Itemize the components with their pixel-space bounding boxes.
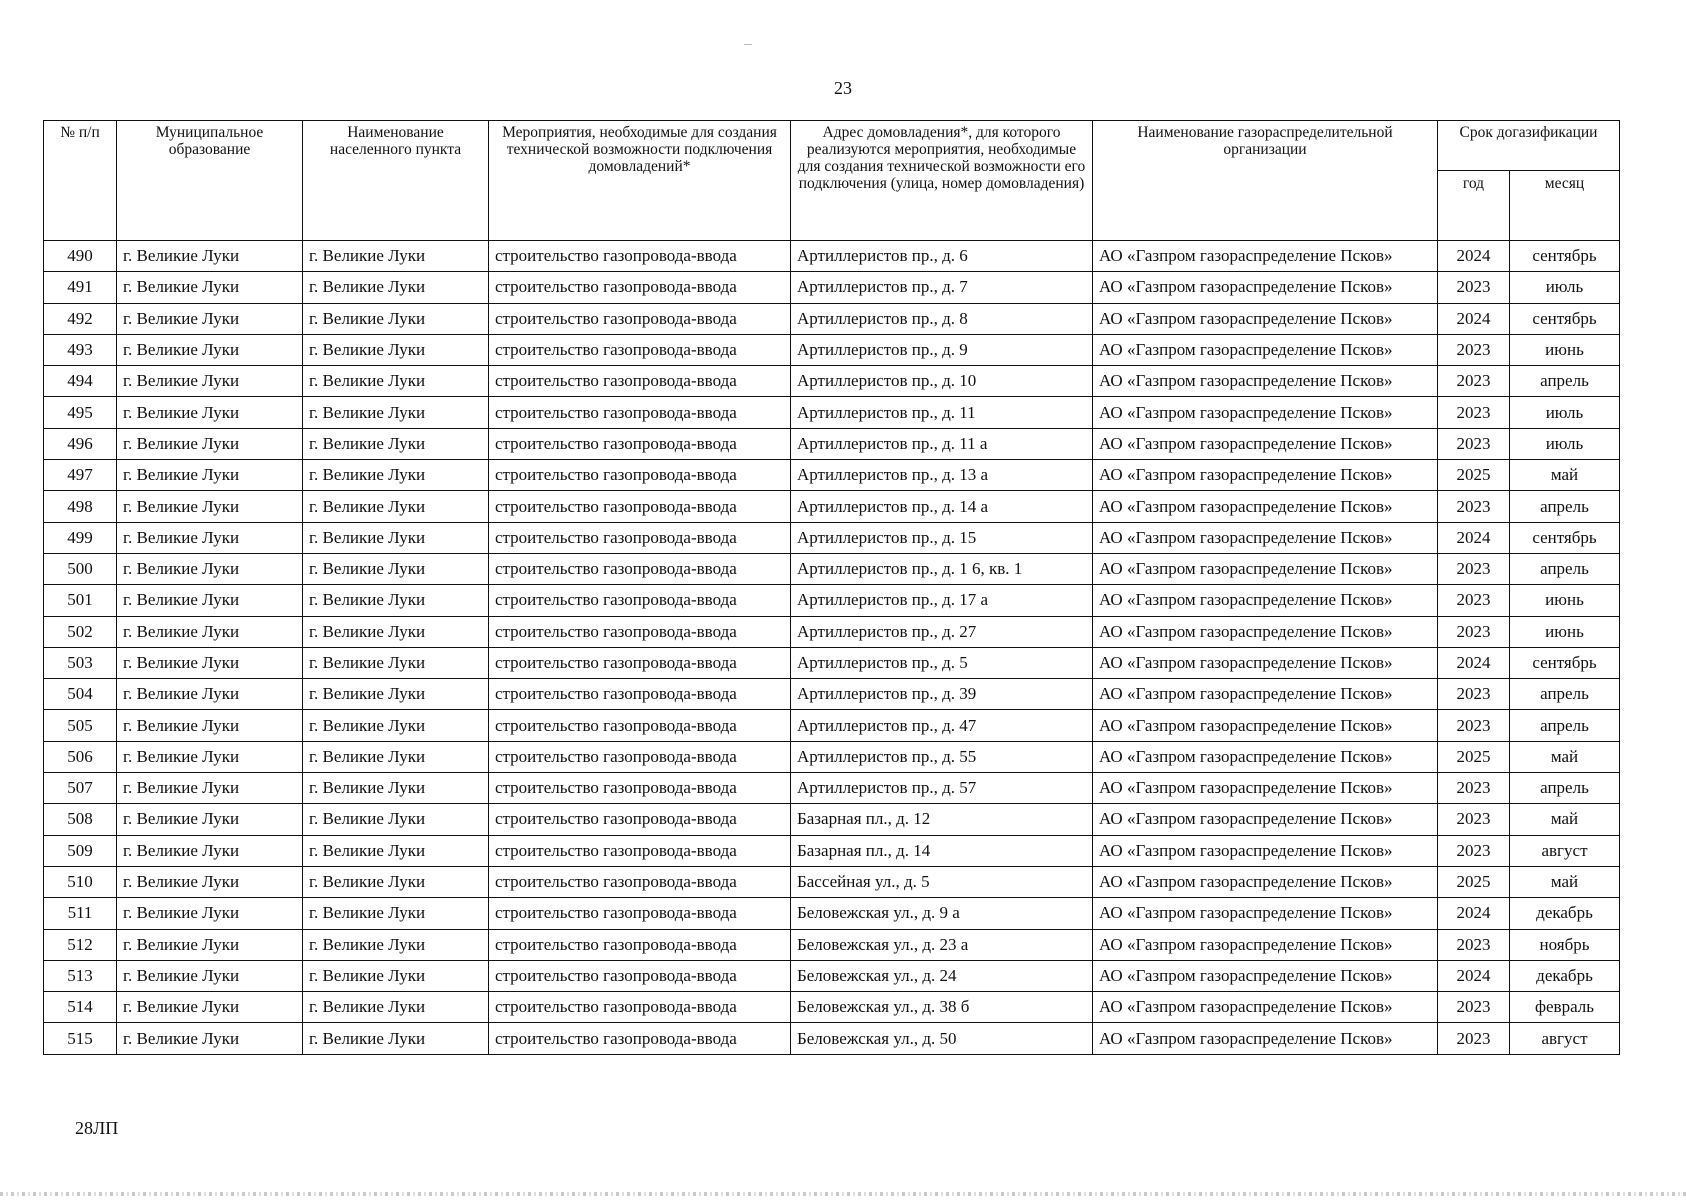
cell-year: 2023 (1438, 710, 1510, 741)
scan-edge (0, 1192, 1686, 1196)
cell-municipality: г. Великие Луки (117, 428, 303, 459)
table-row (44, 647, 1620, 678)
cell-org: АО «Газпром газораспределение Псков» (1093, 303, 1438, 334)
cell-num: 503 (44, 647, 117, 678)
cell-measure: строительство газопровода-ввода (489, 710, 791, 741)
cell-address: Артиллеристов пр., д. 17 а (791, 585, 1093, 616)
cell-address: Беловежская ул., д. 23 а (791, 929, 1093, 960)
table-row (44, 679, 1620, 710)
cell-address: Беловежская ул., д. 50 (791, 1023, 1093, 1054)
cell-num: 500 (44, 553, 117, 584)
cell-settlement: г. Великие Луки (303, 241, 489, 272)
cell-municipality: г. Великие Луки (117, 710, 303, 741)
cell-measure: строительство газопровода-ввода (489, 866, 791, 897)
table-row (44, 553, 1620, 584)
cell-month: апрель (1510, 366, 1620, 397)
cell-address: Базарная пл., д. 14 (791, 835, 1093, 866)
cell-measure: строительство газопровода-ввода (489, 585, 791, 616)
cell-settlement: г. Великие Луки (303, 616, 489, 647)
table-row (44, 303, 1620, 334)
cell-municipality: г. Великие Луки (117, 366, 303, 397)
cell-measure: строительство газопровода-ввода (489, 366, 791, 397)
cell-address: Артиллеристов пр., д. 11 (791, 397, 1093, 428)
cell-municipality: г. Великие Луки (117, 397, 303, 428)
cell-municipality: г. Великие Луки (117, 741, 303, 772)
cell-address: Беловежская ул., д. 24 (791, 960, 1093, 991)
cell-municipality: г. Великие Луки (117, 616, 303, 647)
cell-year: 2023 (1438, 992, 1510, 1023)
cell-month: август (1510, 1023, 1620, 1054)
cell-month: апрель (1510, 553, 1620, 584)
cell-municipality: г. Великие Луки (117, 929, 303, 960)
cell-year: 2023 (1438, 929, 1510, 960)
cell-municipality: г. Великие Луки (117, 992, 303, 1023)
cell-address: Артиллеристов пр., д. 6 (791, 241, 1093, 272)
cell-year: 2023 (1438, 491, 1510, 522)
table-body (44, 241, 1620, 1055)
cell-num: 514 (44, 992, 117, 1023)
cell-month: июль (1510, 428, 1620, 459)
cell-num: 511 (44, 898, 117, 929)
cell-measure: строительство газопровода-ввода (489, 804, 791, 835)
table-row (44, 960, 1620, 991)
cell-num: 513 (44, 960, 117, 991)
table-row (44, 366, 1620, 397)
cell-settlement: г. Великие Луки (303, 428, 489, 459)
cell-year: 2023 (1438, 773, 1510, 804)
cell-org: АО «Газпром газораспределение Псков» (1093, 397, 1438, 428)
cell-year: 2025 (1438, 460, 1510, 491)
cell-year: 2023 (1438, 585, 1510, 616)
cell-num: 512 (44, 929, 117, 960)
cell-org: АО «Газпром газораспределение Псков» (1093, 773, 1438, 804)
cell-measure: строительство газопровода-ввода (489, 428, 791, 459)
cell-municipality: г. Великие Луки (117, 522, 303, 553)
cell-month: май (1510, 804, 1620, 835)
cell-num: 504 (44, 679, 117, 710)
header-municipality: Муниципальное образование (117, 121, 303, 241)
cell-settlement: г. Великие Луки (303, 272, 489, 303)
table-row (44, 491, 1620, 522)
cell-measure: строительство газопровода-ввода (489, 272, 791, 303)
cell-month: апрель (1510, 491, 1620, 522)
cell-measure: строительство газопровода-ввода (489, 960, 791, 991)
cell-num: 490 (44, 241, 117, 272)
cell-settlement: г. Великие Луки (303, 334, 489, 365)
cell-municipality: г. Великие Луки (117, 647, 303, 678)
cell-org: АО «Газпром газораспределение Псков» (1093, 522, 1438, 553)
footer-code: 28ЛП (75, 1118, 119, 1138)
cell-address: Артиллеристов пр., д. 47 (791, 710, 1093, 741)
cell-num: 508 (44, 804, 117, 835)
cell-address: Артиллеристов пр., д. 13 а (791, 460, 1093, 491)
cell-month: июль (1510, 397, 1620, 428)
cell-num: 495 (44, 397, 117, 428)
cell-month: июнь (1510, 334, 1620, 365)
table-row (44, 992, 1620, 1023)
cell-municipality: г. Великие Луки (117, 241, 303, 272)
table-row (44, 616, 1620, 647)
cell-measure: строительство газопровода-ввода (489, 553, 791, 584)
cell-year: 2023 (1438, 1023, 1510, 1054)
header-address: Адрес домовладения*, для которого реализуются мероприятия, необходимые для создания технической возможности его подключения (улица, номер домовладения) (791, 121, 1093, 241)
cell-measure: строительство газопровода-ввода (489, 773, 791, 804)
cell-num: 509 (44, 835, 117, 866)
cell-settlement: г. Великие Луки (303, 460, 489, 491)
cell-measure: строительство газопровода-ввода (489, 647, 791, 678)
cell-num: 502 (44, 616, 117, 647)
cell-month: июль (1510, 272, 1620, 303)
cell-num: 501 (44, 585, 117, 616)
cell-measure: строительство газопровода-ввода (489, 679, 791, 710)
cell-org: АО «Газпром газораспределение Псков» (1093, 491, 1438, 522)
cell-month: май (1510, 741, 1620, 772)
table-row (44, 334, 1620, 365)
cell-year: 2023 (1438, 553, 1510, 584)
cell-month: август (1510, 835, 1620, 866)
cell-org: АО «Газпром газораспределение Псков» (1093, 647, 1438, 678)
cell-municipality: г. Великие Луки (117, 553, 303, 584)
cell-org: АО «Газпром газораспределение Псков» (1093, 992, 1438, 1023)
cell-municipality: г. Великие Луки (117, 773, 303, 804)
header-measures: Мероприятия, необходимые для создания технической возможности подключения домовладений* (489, 121, 791, 241)
cell-measure: строительство газопровода-ввода (489, 616, 791, 647)
cell-month: сентябрь (1510, 303, 1620, 334)
cell-address: Артиллеристов пр., д. 10 (791, 366, 1093, 397)
cell-address: Артиллеристов пр., д. 39 (791, 679, 1093, 710)
cell-num: 492 (44, 303, 117, 334)
table-row (44, 773, 1620, 804)
cell-year: 2024 (1438, 898, 1510, 929)
cell-municipality: г. Великие Луки (117, 960, 303, 991)
cell-address: Артиллеристов пр., д. 7 (791, 272, 1093, 303)
cell-num: 496 (44, 428, 117, 459)
cell-num: 510 (44, 866, 117, 897)
cell-municipality: г. Великие Луки (117, 303, 303, 334)
cell-settlement: г. Великие Луки (303, 303, 489, 334)
cell-municipality: г. Великие Луки (117, 898, 303, 929)
cell-settlement: г. Великие Луки (303, 741, 489, 772)
table-row (44, 741, 1620, 772)
table-row (44, 835, 1620, 866)
cell-settlement: г. Великие Луки (303, 804, 489, 835)
cell-address: Артиллеристов пр., д. 9 (791, 334, 1093, 365)
cell-settlement: г. Великие Луки (303, 835, 489, 866)
cell-year: 2024 (1438, 303, 1510, 334)
table-row (44, 929, 1620, 960)
cell-month: декабрь (1510, 960, 1620, 991)
cell-settlement: г. Великие Луки (303, 866, 489, 897)
cell-month: апрель (1510, 710, 1620, 741)
table-row (44, 397, 1620, 428)
cell-month: май (1510, 866, 1620, 897)
cell-year: 2023 (1438, 804, 1510, 835)
cell-year: 2023 (1438, 616, 1510, 647)
table-row (44, 804, 1620, 835)
cell-measure: строительство газопровода-ввода (489, 491, 791, 522)
cell-settlement: г. Великие Луки (303, 585, 489, 616)
cell-address: Артиллеристов пр., д. 57 (791, 773, 1093, 804)
cell-num: 494 (44, 366, 117, 397)
cell-year: 2025 (1438, 741, 1510, 772)
cell-address: Артиллеристов пр., д. 14 а (791, 491, 1093, 522)
cell-address: Беловежская ул., д. 38 б (791, 992, 1093, 1023)
cell-org: АО «Газпром газораспределение Псков» (1093, 929, 1438, 960)
cell-municipality: г. Великие Луки (117, 804, 303, 835)
cell-measure: строительство газопровода-ввода (489, 898, 791, 929)
cell-month: май (1510, 460, 1620, 491)
cell-org: АО «Газпром газораспределение Псков» (1093, 553, 1438, 584)
cell-num: 498 (44, 491, 117, 522)
cell-year: 2023 (1438, 366, 1510, 397)
cell-month: апрель (1510, 679, 1620, 710)
cell-measure: строительство газопровода-ввода (489, 241, 791, 272)
cell-month: февраль (1510, 992, 1620, 1023)
table-row (44, 1023, 1620, 1054)
cell-num: 491 (44, 272, 117, 303)
gasification-table (43, 120, 1620, 1055)
cell-month: июнь (1510, 616, 1620, 647)
table-row (44, 585, 1620, 616)
header-month: месяц (1510, 171, 1620, 241)
cell-num: 497 (44, 460, 117, 491)
cell-settlement: г. Великие Луки (303, 960, 489, 991)
cell-year: 2023 (1438, 428, 1510, 459)
cell-org: АО «Газпром газораспределение Псков» (1093, 710, 1438, 741)
cell-settlement: г. Великие Луки (303, 773, 489, 804)
cell-org: АО «Газпром газораспределение Псков» (1093, 1023, 1438, 1054)
cell-num: 515 (44, 1023, 117, 1054)
cell-measure: строительство газопровода-ввода (489, 303, 791, 334)
cell-num: 493 (44, 334, 117, 365)
cell-month: сентябрь (1510, 647, 1620, 678)
cell-org: АО «Газпром газораспределение Псков» (1093, 679, 1438, 710)
header-org: Наименование газораспределительной организации (1093, 121, 1438, 241)
cell-num: 505 (44, 710, 117, 741)
table-row (44, 866, 1620, 897)
cell-settlement: г. Великие Луки (303, 929, 489, 960)
page-number: 23 (834, 78, 852, 98)
cell-settlement: г. Великие Луки (303, 522, 489, 553)
cell-municipality: г. Великие Луки (117, 679, 303, 710)
cell-year: 2023 (1438, 334, 1510, 365)
cell-year: 2024 (1438, 960, 1510, 991)
cell-org: АО «Газпром газораспределение Псков» (1093, 616, 1438, 647)
cell-org: АО «Газпром газораспределение Псков» (1093, 428, 1438, 459)
cell-municipality: г. Великие Луки (117, 272, 303, 303)
cell-org: АО «Газпром газораспределение Псков» (1093, 272, 1438, 303)
cell-municipality: г. Великие Луки (117, 585, 303, 616)
table-row (44, 522, 1620, 553)
cell-month: сентябрь (1510, 522, 1620, 553)
cell-org: АО «Газпром газораспределение Псков» (1093, 960, 1438, 991)
cell-year: 2023 (1438, 397, 1510, 428)
cell-year: 2023 (1438, 679, 1510, 710)
cell-measure: строительство газопровода-ввода (489, 1023, 791, 1054)
cell-settlement: г. Великие Луки (303, 553, 489, 584)
cell-municipality: г. Великие Луки (117, 1023, 303, 1054)
cell-municipality: г. Великие Луки (117, 866, 303, 897)
cell-address: Базарная пл., д. 12 (791, 804, 1093, 835)
cell-address: Артиллеристов пр., д. 8 (791, 303, 1093, 334)
cell-measure: строительство газопровода-ввода (489, 522, 791, 553)
cell-settlement: г. Великие Луки (303, 366, 489, 397)
cell-settlement: г. Великие Луки (303, 992, 489, 1023)
cell-num: 507 (44, 773, 117, 804)
cell-measure: строительство газопровода-ввода (489, 334, 791, 365)
cell-org: АО «Газпром газораспределение Псков» (1093, 585, 1438, 616)
header-year: год (1438, 171, 1510, 241)
cell-org: АО «Газпром газораспределение Псков» (1093, 898, 1438, 929)
cell-org: АО «Газпром газораспределение Псков» (1093, 835, 1438, 866)
cell-measure: строительство газопровода-ввода (489, 741, 791, 772)
cell-num: 499 (44, 522, 117, 553)
header-settlement: Наименование населенного пункта (303, 121, 489, 241)
table-row (44, 272, 1620, 303)
cell-settlement: г. Великие Луки (303, 898, 489, 929)
cell-address: Артиллеристов пр., д. 5 (791, 647, 1093, 678)
cell-month: апрель (1510, 773, 1620, 804)
cell-address: Артиллеристов пр., д. 55 (791, 741, 1093, 772)
cell-month: сентябрь (1510, 241, 1620, 272)
cell-address: Артиллеристов пр., д. 1 6, кв. 1 (791, 553, 1093, 584)
cell-municipality: г. Великие Луки (117, 491, 303, 522)
cell-year: 2023 (1438, 272, 1510, 303)
cell-settlement: г. Великие Луки (303, 647, 489, 678)
cell-address: Беловежская ул., д. 9 а (791, 898, 1093, 929)
cell-org: АО «Газпром газораспределение Псков» (1093, 866, 1438, 897)
cell-address: Артиллеристов пр., д. 27 (791, 616, 1093, 647)
cell-num: 506 (44, 741, 117, 772)
cell-year: 2024 (1438, 647, 1510, 678)
table-row (44, 460, 1620, 491)
cell-org: АО «Газпром газораспределение Псков» (1093, 241, 1438, 272)
table-row (44, 710, 1620, 741)
cell-org: АО «Газпром газораспределение Псков» (1093, 460, 1438, 491)
cell-org: АО «Газпром газораспределение Псков» (1093, 741, 1438, 772)
table-row (44, 241, 1620, 272)
cell-month: декабрь (1510, 898, 1620, 929)
cell-settlement: г. Великие Луки (303, 1023, 489, 1054)
cell-measure: строительство газопровода-ввода (489, 929, 791, 960)
header-term: Срок догазификации (1438, 121, 1620, 171)
cell-measure: строительство газопровода-ввода (489, 460, 791, 491)
table-row (44, 898, 1620, 929)
scan-mark (744, 44, 752, 45)
cell-org: АО «Газпром газораспределение Псков» (1093, 334, 1438, 365)
cell-settlement: г. Великие Луки (303, 679, 489, 710)
cell-measure: строительство газопровода-ввода (489, 992, 791, 1023)
cell-year: 2024 (1438, 522, 1510, 553)
cell-municipality: г. Великие Луки (117, 835, 303, 866)
cell-year: 2023 (1438, 835, 1510, 866)
cell-year: 2024 (1438, 241, 1510, 272)
cell-address: Артиллеристов пр., д. 11 а (791, 428, 1093, 459)
cell-measure: строительство газопровода-ввода (489, 397, 791, 428)
cell-address: Бассейная ул., д. 5 (791, 866, 1093, 897)
cell-month: ноябрь (1510, 929, 1620, 960)
cell-month: июнь (1510, 585, 1620, 616)
cell-year: 2025 (1438, 866, 1510, 897)
cell-settlement: г. Великие Луки (303, 710, 489, 741)
cell-org: АО «Газпром газораспределение Псков» (1093, 366, 1438, 397)
header-num: № п/п (44, 121, 117, 241)
cell-settlement: г. Великие Луки (303, 397, 489, 428)
cell-settlement: г. Великие Луки (303, 491, 489, 522)
cell-address: Артиллеристов пр., д. 15 (791, 522, 1093, 553)
table-row (44, 428, 1620, 459)
cell-municipality: г. Великие Луки (117, 334, 303, 365)
cell-org: АО «Газпром газораспределение Псков» (1093, 804, 1438, 835)
cell-municipality: г. Великие Луки (117, 460, 303, 491)
cell-measure: строительство газопровода-ввода (489, 835, 791, 866)
